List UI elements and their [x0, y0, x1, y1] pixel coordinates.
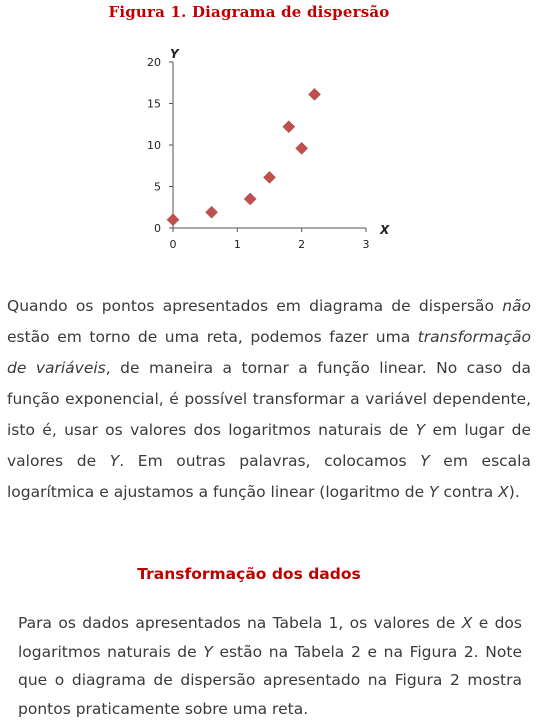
tick-labels [147, 56, 370, 251]
y-tick-label: 15 [147, 97, 161, 111]
x-tick-label: 1 [233, 238, 241, 251]
paragraph-transformation: Para os dados apresentados na Tabela 1, os valores de X e dos logaritmos naturais de Y estão na Tabela 2 e na Figura 2. Note que o diagrama de dispersão apresentado na Figura 2 mostra pontos praticamente sobre uma reta. [18, 614, 522, 718]
x-tick-label: 3 [362, 238, 370, 251]
data-point [283, 121, 295, 133]
scatter-chart [130, 40, 410, 260]
data-point [167, 214, 179, 226]
data-point [206, 206, 218, 218]
figure-title: Figura 1. Diagrama de dispersão [108, 3, 390, 21]
y-tick-label: 20 [147, 56, 161, 69]
chart-axes [169, 62, 366, 232]
x-tick-label: 0 [169, 238, 177, 251]
y-tick-label: 0 [154, 222, 161, 235]
y-axis-label: Y [170, 47, 179, 61]
x-axis-label: X [380, 223, 390, 237]
data-points [167, 88, 321, 225]
data-point [264, 171, 276, 183]
y-tick-label: 5 [154, 180, 161, 194]
data-point [309, 88, 321, 100]
paragraph-intro: Quando os pontos apresentados em diagrama de dispersão não estão em torno de uma reta, podemos fazer uma transformação de variáveis, de maneira a tornar a função linear. No caso da função exponencial, é possível transformar a variável dependente, isto é, usar os valores dos logaritmos naturais de Y em lugar de valores de Y. Em outras palavras, colocamos Y em escala logarítmica e ajustamos a função linear (logaritmo de Y contra X). [7, 297, 531, 501]
section-title: Transformação dos dados [137, 565, 361, 583]
x-tick-label: 2 [298, 238, 306, 251]
y-tick-label: 10 [147, 139, 161, 152]
data-point [296, 142, 308, 154]
data-point [244, 193, 256, 205]
